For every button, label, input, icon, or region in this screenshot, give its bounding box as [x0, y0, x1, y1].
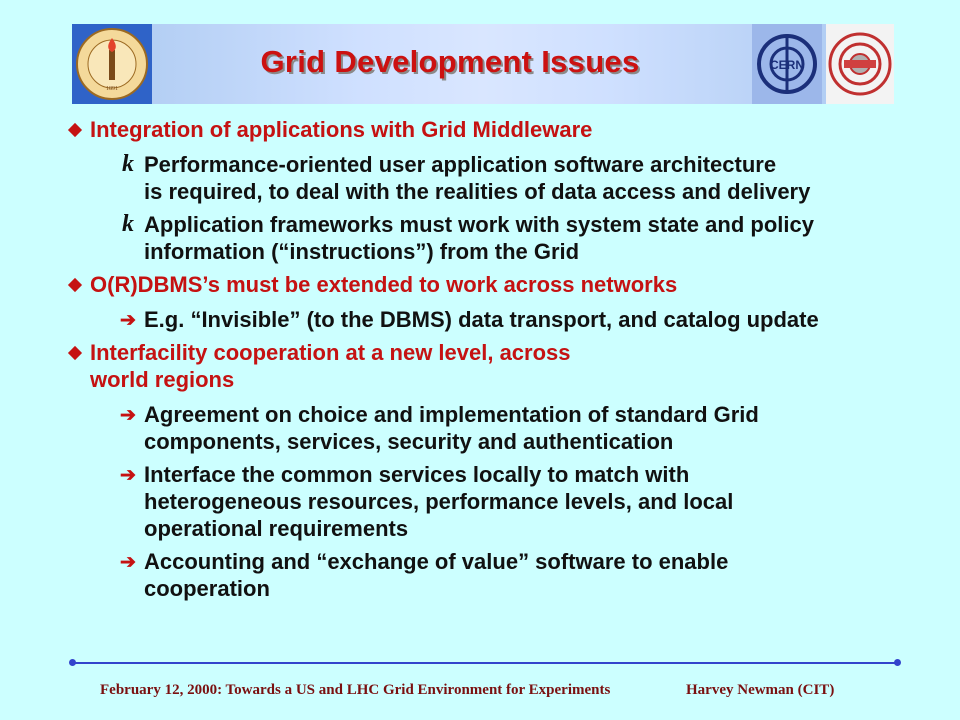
bullet-text-line: operational requirements: [144, 516, 409, 541]
diamond-bullet-icon: [68, 123, 82, 137]
bullet-text: O(R)DBMS’s must be extended to work across networks: [90, 272, 678, 297]
caltech-seal-logo: [72, 24, 152, 104]
bullet-text-line: Interface the common services locally to match with: [144, 462, 690, 487]
bullet-level2-frameworks: [68, 211, 918, 265]
bullet-level2-interface: [68, 461, 918, 542]
diamond-bullet-icon: [68, 278, 82, 292]
bullet-text-line: E.g. “Invisible” (to the DBMS) data transport, and catalog update: [144, 307, 819, 332]
k-bullet-icon: k: [122, 211, 134, 237]
svg-text:1891: 1891: [106, 86, 118, 92]
footer-left-text: February 12, 2000: Towards a US and LHC Grid Environment for Experiments: [100, 682, 611, 698]
lhc-logo: [826, 24, 894, 104]
slide-content: [68, 116, 918, 608]
diamond-bullet-icon: [68, 346, 82, 360]
bullet-level2-agreement: [68, 401, 918, 455]
slide-footer: [100, 682, 880, 699]
bullet-level2-performance: [68, 151, 918, 205]
footer-author: Harvey Newman (CIT): [686, 682, 835, 698]
bullet-text-line: Interfacility cooperation at a new level, across: [90, 340, 571, 365]
arrow-bullet-icon: ➔: [120, 405, 136, 426]
slide-title: Grid Development Issues: [260, 44, 640, 79]
bullet-text-line: Application frameworks must work with system state and policy: [144, 212, 814, 237]
cern-logo: [752, 24, 822, 104]
bullet-level1-ordbms: [68, 271, 918, 298]
arrow-bullet-icon: ➔: [120, 310, 136, 331]
bullet-text-line: is required, to deal with the realities of data access and delivery: [144, 179, 811, 204]
footer-rule: [72, 662, 898, 664]
bullet-text-line: Performance-oriented user application software architecture: [144, 152, 777, 177]
bullet-text-line: components, services, security and authentication: [144, 429, 674, 454]
bullet-text-line: Accounting and “exchange of value” software to enable: [144, 549, 729, 574]
arrow-bullet-icon: ➔: [120, 552, 136, 573]
bullet-text-line: world regions: [90, 367, 235, 392]
bullet-level2-accounting: [68, 548, 918, 602]
arrow-bullet-icon: ➔: [120, 465, 136, 486]
k-bullet-icon: k: [122, 151, 134, 177]
bullet-text: Integration of applications with Grid Middleware: [90, 117, 593, 142]
footer-rule-endpoint: [894, 659, 901, 666]
bullet-text-line: information (“instructions”) from the Grid: [144, 239, 580, 264]
bullet-text-line: heterogeneous resources, performance levels, and local: [144, 489, 734, 514]
bullet-text-line: cooperation: [144, 576, 270, 601]
svg-text:CERN: CERN: [769, 58, 805, 72]
bullet-level2-invisible: [68, 306, 918, 333]
bullet-level1-interfacility: [68, 339, 918, 393]
bullet-text-line: Agreement on choice and implementation of standard Grid: [144, 402, 759, 427]
bullet-level1-integration: [68, 116, 918, 143]
